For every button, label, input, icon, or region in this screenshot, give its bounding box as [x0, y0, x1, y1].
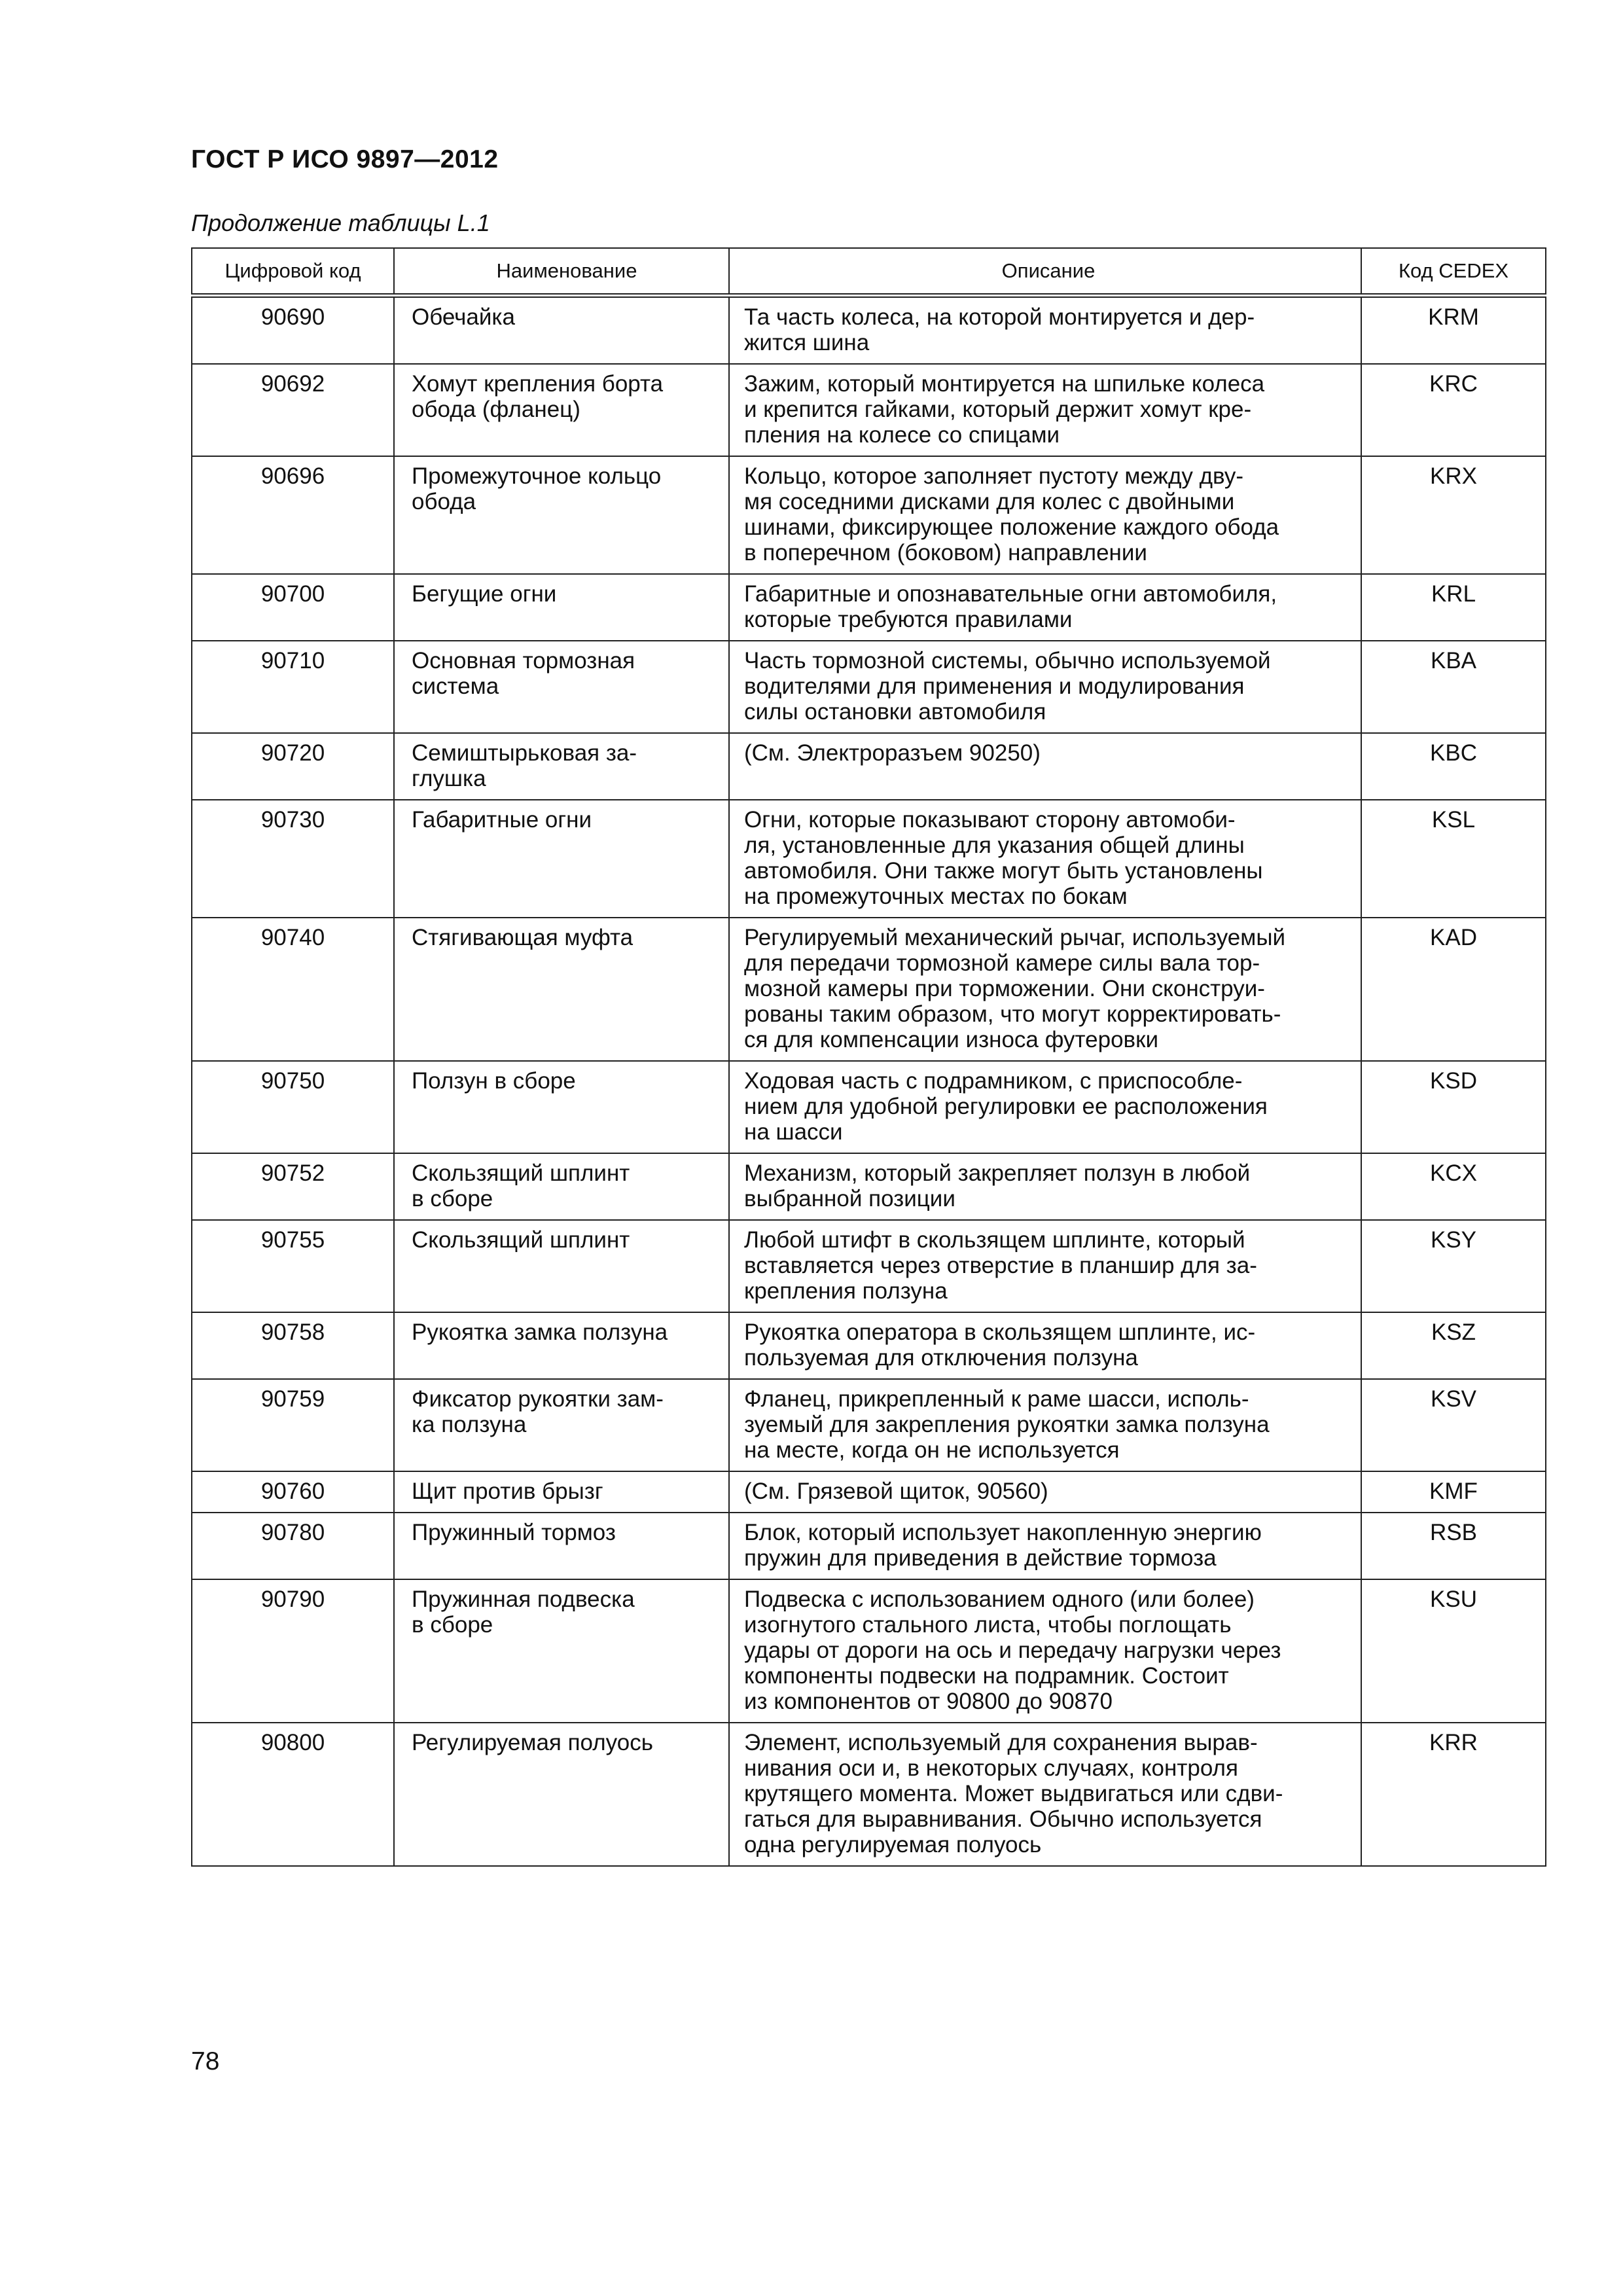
cell-name: Скользящий шплинт — [394, 1220, 729, 1312]
cell-code: 90692 — [192, 364, 394, 456]
cell-cedex: KSL — [1361, 800, 1546, 918]
cell-name: Пружинная подвеска в сборе — [394, 1579, 729, 1723]
cell-cedex: KRM — [1361, 296, 1546, 365]
column-header-code: Цифровой код — [192, 248, 394, 296]
cell-cedex: KSY — [1361, 1220, 1546, 1312]
table-row — [192, 641, 1546, 733]
cell-cedex: KSD — [1361, 1061, 1546, 1153]
table-row — [192, 1579, 1546, 1723]
table-row — [192, 1061, 1546, 1153]
cell-cedex: KRR — [1361, 1723, 1546, 1866]
cell-name: Промежуточное кольцо обода — [394, 456, 729, 574]
table-caption: Продолжение таблицы L.1 — [191, 209, 490, 236]
cell-description: (См. Грязевой щиток, 90560) — [729, 1471, 1361, 1513]
cell-name: Обечайка — [394, 296, 729, 365]
cell-description: Габаритные и опознавательные огни автомобиля, которые требуются правилами — [729, 574, 1361, 641]
cell-cedex: KSZ — [1361, 1312, 1546, 1379]
cell-description: Кольцо, которое заполняет пустоту между дву- мя соседними дисками для колес с двойными шинами, фиксирующее положение каждого обода в поперечном (боковом) направлении — [729, 456, 1361, 574]
table-row — [192, 1220, 1546, 1312]
cell-description: Блок, который использует накопленную энергию пружин для приведения в действие тормоза — [729, 1513, 1361, 1579]
table-row — [192, 1471, 1546, 1513]
cell-code: 90780 — [192, 1513, 394, 1579]
page-number: 78 — [191, 2047, 220, 2075]
cell-code: 90790 — [192, 1579, 394, 1723]
cell-cedex: KAD — [1361, 918, 1546, 1061]
cell-code: 90720 — [192, 733, 394, 800]
table-row — [192, 1312, 1546, 1379]
cell-cedex: KRC — [1361, 364, 1546, 456]
cell-cedex: KSV — [1361, 1379, 1546, 1471]
cell-description: Регулируемый механический рычаг, используемый для передачи тормозной камере силы вала тор- мозной камеры при торможении. Они сконструи- рованы таким образом, что могут корректировать- ся для компенсации износа футеровки — [729, 918, 1361, 1061]
cell-name: Габаритные огни — [394, 800, 729, 918]
cell-description: Фланец, прикрепленный к раме шасси, исполь- зуемый для закрепления рукоятки замка ползуна на месте, когда он не используется — [729, 1379, 1361, 1471]
table-row — [192, 1379, 1546, 1471]
cell-description: (См. Электроразъем 90250) — [729, 733, 1361, 800]
cell-code: 90760 — [192, 1471, 394, 1513]
cell-cedex: KMF — [1361, 1471, 1546, 1513]
table-row — [192, 1153, 1546, 1220]
cell-code: 90750 — [192, 1061, 394, 1153]
cell-name: Стягивающая муфта — [394, 918, 729, 1061]
cell-description: Огни, которые показывают сторону автомоби- ля, установленные для указания общей длины автомобиля. Они также могут быть установлены на промежуточных местах по бокам — [729, 800, 1361, 918]
document-header: ГОСТ Р ИСО 9897—2012 — [191, 145, 499, 173]
column-header-name: Наименование — [394, 248, 729, 296]
cell-description: Подвеска с использованием одного (или более) изогнутого стального листа, чтобы поглощать удары от дороги на ось и передачу нагрузки через компоненты подвески на подрамник. Состоит из компонентов от 90800 до 90870 — [729, 1579, 1361, 1723]
cell-code: 90700 — [192, 574, 394, 641]
cell-description: Часть тормозной системы, обычно используемой водителями для применения и модулирования силы остановки автомобиля — [729, 641, 1361, 733]
cell-code: 90710 — [192, 641, 394, 733]
cell-name: Регулируемая полуось — [394, 1723, 729, 1866]
table-row — [192, 1513, 1546, 1579]
cell-code: 90696 — [192, 456, 394, 574]
table-header-row — [192, 248, 1546, 296]
cell-description: Элемент, используемый для сохранения вырав- нивания оси и, в некоторых случаях, контроля крутящего момента. Может выдвигаться или сдви- гаться для выравнивания. Обычно используется одна регулируемая полуось — [729, 1723, 1361, 1866]
table-row — [192, 364, 1546, 456]
cell-cedex: KBC — [1361, 733, 1546, 800]
table-body — [192, 296, 1546, 1867]
cell-name: Хомут крепления борта обода (фланец) — [394, 364, 729, 456]
cell-description: Та часть колеса, на которой монтируется и дер- жится шина — [729, 296, 1361, 365]
cell-name: Щит против брызг — [394, 1471, 729, 1513]
cell-code: 90752 — [192, 1153, 394, 1220]
cell-code: 90730 — [192, 800, 394, 918]
cell-cedex: KRX — [1361, 456, 1546, 574]
cell-cedex: KSU — [1361, 1579, 1546, 1723]
cell-name: Рукоятка замка ползуна — [394, 1312, 729, 1379]
cell-cedex: KRL — [1361, 574, 1546, 641]
cell-code: 90740 — [192, 918, 394, 1061]
cell-cedex: KCX — [1361, 1153, 1546, 1220]
cell-name: Бегущие огни — [394, 574, 729, 641]
table-row — [192, 296, 1546, 365]
cell-description: Ходовая часть с подрамником, с приспособле- нием для удобной регулировки ее расположения на шасси — [729, 1061, 1361, 1153]
table-row — [192, 800, 1546, 918]
table-row — [192, 733, 1546, 800]
cell-name: Семиштырьковая за- глушка — [394, 733, 729, 800]
cell-code: 90800 — [192, 1723, 394, 1866]
table-row — [192, 456, 1546, 574]
terms-table — [191, 247, 1546, 1867]
table-row — [192, 918, 1546, 1061]
table-row — [192, 574, 1546, 641]
cell-name: Пружинный тормоз — [394, 1513, 729, 1579]
column-header-cedex: Код CEDEX — [1361, 248, 1546, 296]
cell-cedex: KBA — [1361, 641, 1546, 733]
cell-name: Основная тормозная система — [394, 641, 729, 733]
cell-code: 90759 — [192, 1379, 394, 1471]
table-row — [192, 1723, 1546, 1866]
cell-description: Рукоятка оператора в скользящем шплинте, ис- пользуемая для отключения ползуна — [729, 1312, 1361, 1379]
cell-code: 90758 — [192, 1312, 394, 1379]
cell-name: Фиксатор рукоятки зам- ка ползуна — [394, 1379, 729, 1471]
cell-description: Механизм, который закрепляет ползун в любой выбранной позиции — [729, 1153, 1361, 1220]
cell-code: 90755 — [192, 1220, 394, 1312]
cell-name: Скользящий шплинт в сборе — [394, 1153, 729, 1220]
cell-cedex: RSB — [1361, 1513, 1546, 1579]
cell-description: Зажим, который монтируется на шпильке колеса и крепится гайками, который держит хомут кре- пления на колесе со спицами — [729, 364, 1361, 456]
cell-name: Ползун в сборе — [394, 1061, 729, 1153]
cell-description: Любой штифт в скользящем шплинте, который вставляется через отверстие в планшир для за- крепления ползуна — [729, 1220, 1361, 1312]
column-header-description: Описание — [729, 248, 1361, 296]
cell-code: 90690 — [192, 296, 394, 365]
